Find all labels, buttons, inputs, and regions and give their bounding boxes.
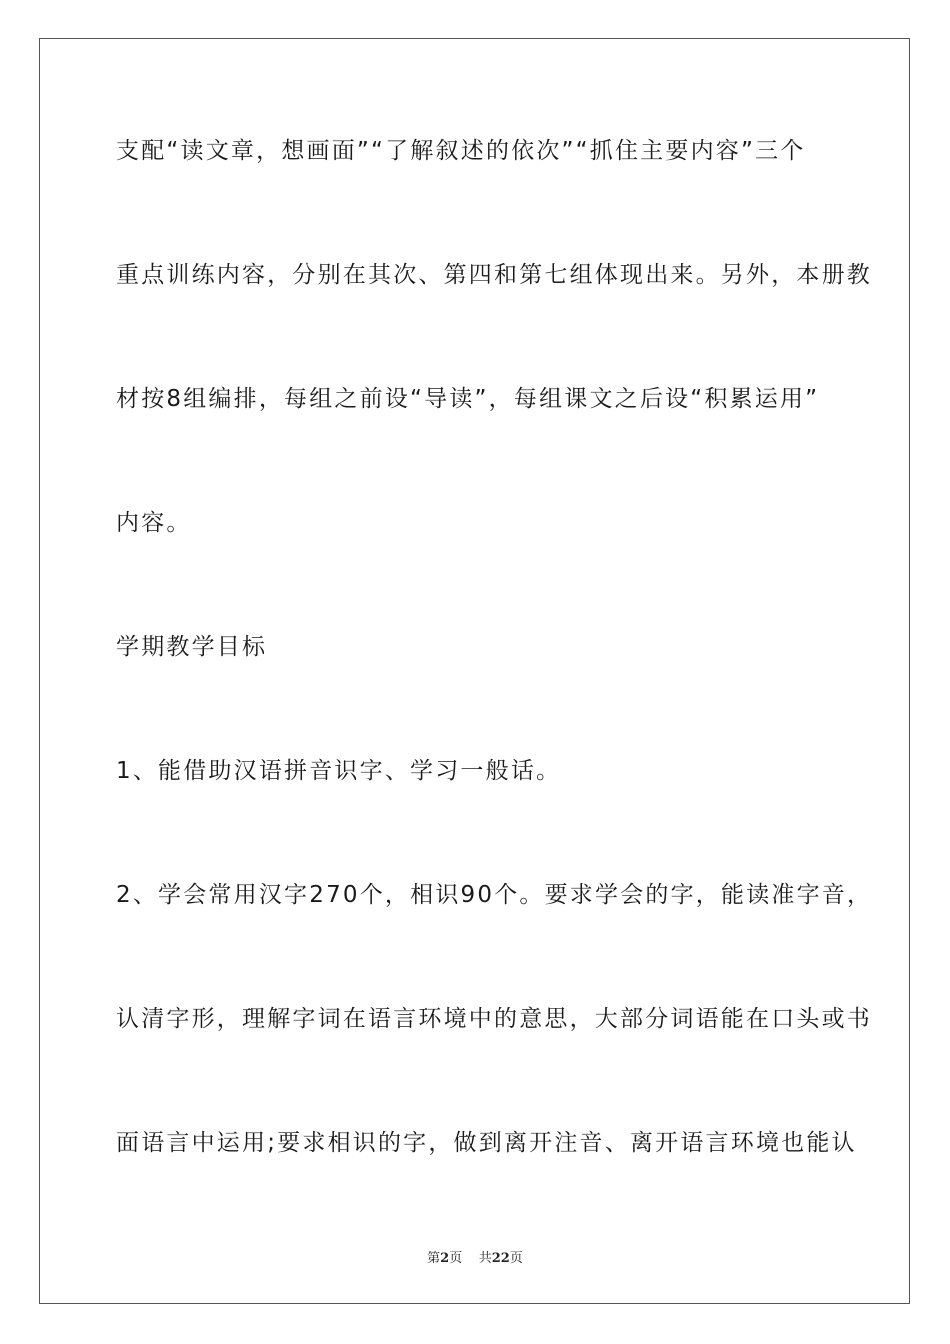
page-frame bbox=[39, 38, 910, 1304]
body-text-line: 重点训练内容，分别在其次、第四和第七组体现出来。另外，本册教 bbox=[116, 262, 872, 288]
page-prefix: 第 bbox=[427, 1251, 441, 1266]
total-prefix: 共 bbox=[478, 1251, 492, 1266]
body-text-line: 2、学会常用汉字270个，相识90个。要求学会的字，能读准字音， bbox=[116, 882, 873, 908]
body-text-line: 1、能借助汉语拼音识字、学习一般话。 bbox=[116, 758, 562, 784]
total-pages: 22 bbox=[491, 1251, 510, 1266]
body-text-line: 面语言中运用;要求相识的字，做到离开注音、离开语言环境也能认 bbox=[116, 1130, 857, 1156]
page-number: 2 bbox=[440, 1251, 450, 1266]
body-text-line: 内容。 bbox=[116, 510, 192, 536]
page-footer bbox=[0, 1247, 950, 1266]
total-suffix: 页 bbox=[509, 1251, 523, 1266]
body-text-line: 支配“读文章，想画面”“了解叙述的依次”“抓住主要内容”三个 bbox=[116, 138, 806, 164]
body-text-line: 材按8组编排，每组之前设“导读”，每组课文之后设“积累运用” bbox=[116, 386, 820, 412]
body-text-line: 认清字形，理解字词在语言环境中的意思，大部分词语能在口头或书 bbox=[116, 1006, 872, 1032]
section-heading: 学期教学目标 bbox=[116, 634, 268, 660]
page-suffix: 页 bbox=[449, 1251, 463, 1266]
